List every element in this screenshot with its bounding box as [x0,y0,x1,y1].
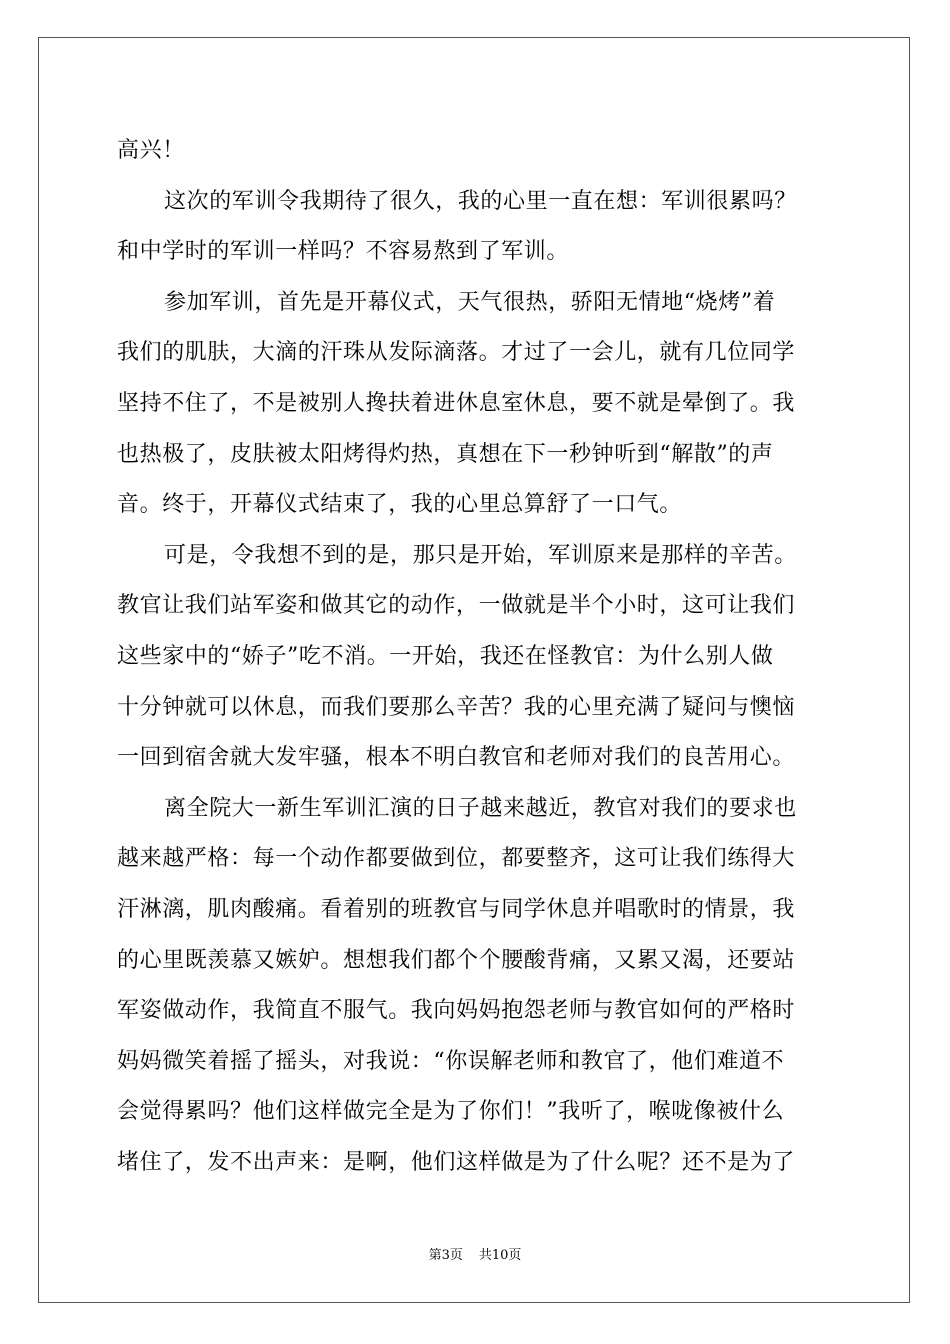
text-line: 教官让我们站军姿和做其它的动作，一做就是半个小时，这可让我们 [117,593,796,619]
text-line: 十分钟就可以休息，而我们要那么辛苦？我的心里充满了疑问与懊恼 [117,694,796,720]
text-line: 高兴！ [117,138,185,163]
total-pages-label: 共10页 [478,1248,522,1263]
text-line: 的心里既羡慕又嫉妒。想想我们都个个腰酸背痛，又累又渴，还要站 [117,947,796,973]
text-line: 越来越严格：每一个动作都要做到位，都要整齐，这可让我们练得大 [117,846,796,872]
document-body [117,126,833,1188]
page-footer [0,1247,950,1265]
text-line: 和中学时的军训一样吗？不容易熬到了军训。 [117,239,570,265]
text-line: 也热极了，皮肤被太阳烤得灼热，真想在下一秒钟听到“解散”的声 [117,441,774,467]
text-line: 军姿做动作，我简直不服气。我向妈妈抱怨老师与教官如何的严格时 [117,998,796,1024]
text-line: 会觉得累吗？他们这样做完全是为了你们！”我听了，喉咙像被什么 [117,1099,785,1125]
text-line: 坚持不住了，不是被别人搀扶着进休息室休息，要不就是晕倒了。我 [117,390,796,416]
text-line: 我们的肌肤，大滴的汗珠从发际滴落。才过了一会儿，就有几位同学 [117,340,796,366]
text-line: 这次的军训令我期待了很久，我的心里一直在想：军训很累吗？ [164,188,797,214]
text-line: 汗淋漓，肌肉酸痛。看着别的班教官与同学休息并唱歌时的情景，我 [117,896,796,922]
current-page-label: 第3页 [428,1248,463,1263]
text-line: 一回到宿舍就大发牢骚，根本不明白教官和老师对我们的良苦用心。 [117,745,796,771]
text-line: 妈妈微笑着摇了摇头，对我说：“你误解老师和教官了，他们难道不 [117,1048,785,1074]
text-line: 参加军训，首先是开幕仪式，天气很热，骄阳无情地“烧烤”着 [164,289,776,315]
text-line: 音。终于，开幕仪式结束了，我的心里总算舒了一口气。 [117,492,683,518]
text-line: 离全院大一新生军训汇演的日子越来越近，教官对我们的要求也 [164,795,797,821]
text-line: 堵住了，发不出声来：是啊，他们这样做是为了什么呢？还不是为了 [117,1149,796,1175]
text-line: 这些家中的“娇子”吃不消。一开始，我还在怪教官：为什么别人做 [117,643,774,669]
text-line: 可是，令我想不到的是，那只是开始，军训原来是那样的辛苦。 [164,542,797,568]
